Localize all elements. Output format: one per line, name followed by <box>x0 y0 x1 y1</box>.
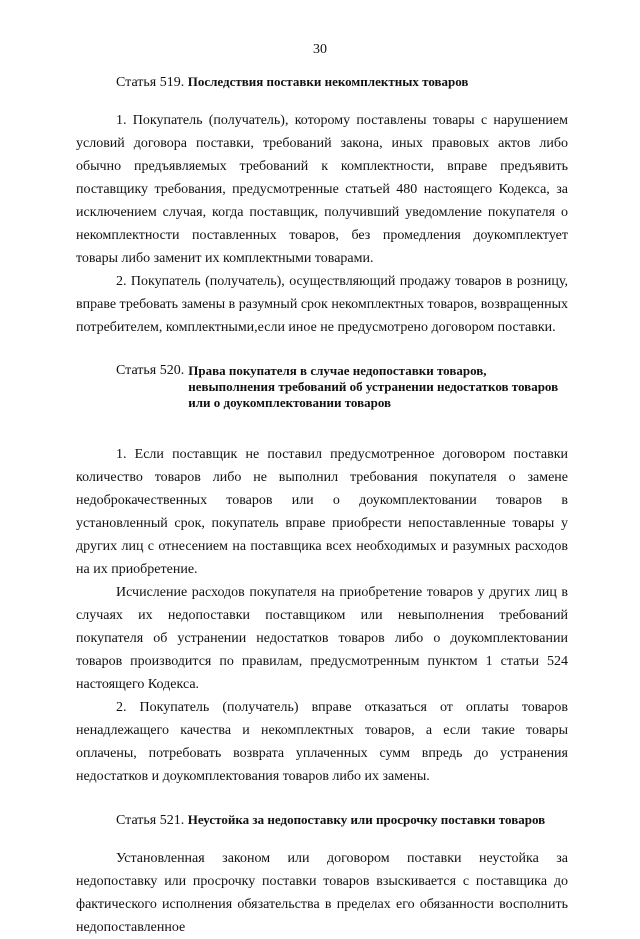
article-paragraph: 1. Покупатель (получатель), которому поставлены товары с нарушением условий договора поставки, требований закона, иных правовых актов либо обычно предъявляемых требований к комплектности, вправе предъявить поставщику требования, предусмотренные статьей 480 настоящего Кодекса, за исключением случая, когда поставщик, получивший уведомление покупателя о некомплектности поставленных товаров, без промедления доукомплектует товары либо заменит их комплектными товарами. <box>76 113 568 266</box>
article-number: Статья 520. <box>116 363 185 378</box>
article-521 <box>76 812 568 939</box>
article-paragraph: 2. Покупатель (получатель), осуществляющий продажу товаров в розницу, вправе требовать замены в разумный срок некомплектных товаров, возвращенных потребителем, комплектными,если иное не предусмотрено договором поставки. <box>76 274 568 335</box>
page-number: 30 <box>313 42 327 57</box>
article-paragraph: 1. Если поставщик не поставил предусмотренное договором поставки количество товаров либо не выполнил требования покупателя о замене недоброкачественных товаров или о доукомплектовании товаров в установленный срок, покупатель вправе приобрести непоставленные товары у других лиц с отнесением на поставщика всех необходимых и разумных расходов на их приобретение. <box>76 447 568 577</box>
article-paragraph: Исчисление расходов покупателя на приобретение товаров у других лиц в случаях их недопоставки поставщиком или невыполнения требований покупателя об устранении недостатков товаров либо о доукомплектовании товаров производится по правилам, предусмотренным пунктом 1 статьи 524 настоящего Кодекса. <box>76 585 568 692</box>
article-519 <box>76 74 568 339</box>
article-title: Последствия поставки некомплектных товаров <box>187 74 469 89</box>
article-title: Права покупателя в случае недопоставки товаров, невыполнения требований об устранении недостатков товаров или о доукомплектовании товаров <box>188 363 559 410</box>
document-body <box>76 74 568 939</box>
article-heading <box>76 363 568 411</box>
article-paragraph: Установленная законом или договором поставки неустойка за недопоставку или просрочку поставки товаров взыскивается с поставщика до фактического исполнения обязательства в пределах его обязанности восполнить недопоставленное <box>76 851 568 935</box>
article-heading <box>76 812 568 829</box>
article-heading <box>76 74 568 91</box>
article-number: Статья 519. <box>116 75 185 90</box>
article-title: Неустойка за недопоставку или просрочку поставки товаров <box>187 812 546 827</box>
article-520 <box>76 363 568 788</box>
article-paragraph: 2. Покупатель (получатель) вправе отказаться от оплаты товаров ненадлежащего качества и некомплектных товаров, а если такие товары оплачены, потребовать возврата уплаченных сумм впредь до устранения недостатков и доукомплектования товаров либо их замены. <box>76 700 568 784</box>
article-number: Статья 521. <box>116 813 185 828</box>
